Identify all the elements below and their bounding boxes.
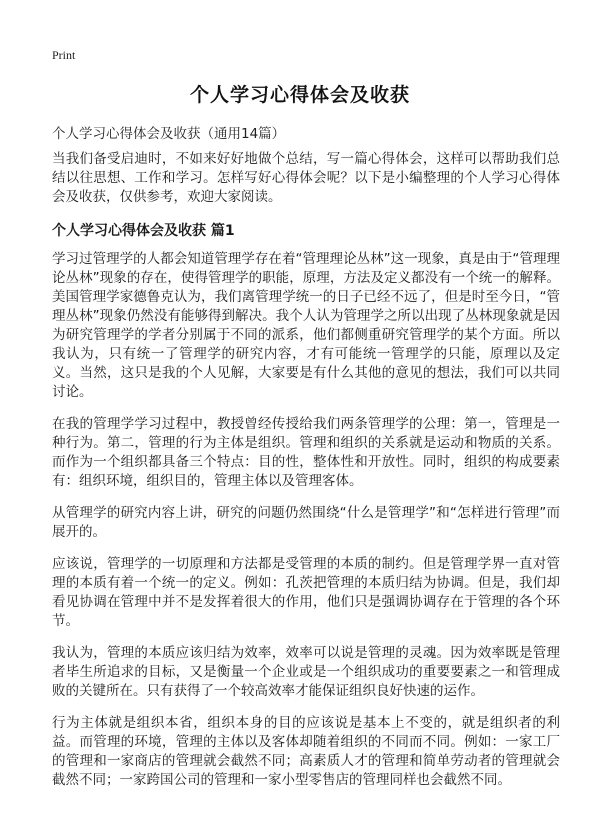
section-heading: 个人学习心得体会及收获 篇1: [52, 223, 235, 239]
body-paragraph-1: 学习过管理学的人都会知道管理学存在着“管理理论丛林”这一现象，真是由于“管理理论丛林”现象的存在，使得管理学的职能，原理，方法及定义都没有一个统一的解释。美国管理学家德鲁克认为，我们离管理学统一的日子已经不远了，但是时至今日，“管理丛林”现象仍然没有能够得到解决。我个人认为管理学之所以出现了丛林现象就是因为研究管理学的学者分别属于不同的派系，他们都侧重研究管理学的某个方面。所以我认为，只有统一了管理学的研究内容，才有可能统一管理学的只能，原理以及定义。当然，这只是我的个人见解，大家要是有什么其他的意见的想法，我们可以共同讨论。: [52, 251, 560, 400]
intro-paragraph: 当我们备受启迪时，不如来好好地做个总结，写一篇心得体会，这样可以帮助我们总结以往思想、工作和学习。怎样写好心得体会呢？以下是小编整理的个人学习心得体会及收获，仅供参考，欢迎大家阅读。: [52, 151, 560, 205]
print-link[interactable]: Print: [52, 48, 76, 62]
body-paragraph-6: 行为主体就是组织本省，组织本身的目的应该说是基本上不变的，就是组织者的利益。而管理的环境，管理的主体以及客体却随着组织的不同而不同。例如：一家工厂的管理和一家商店的管理就会截然不同；高素质人才的管理和简单劳动者的管理就会截然不同；一家跨国公司的管理和一家小型零售店的管理同样也会截然不同。: [52, 715, 560, 788]
document-body: [52, 150, 560, 803]
page-title: 个人学习心得体会及收获: [189, 84, 410, 106]
body-paragraph-4: 应该说，管理学的一切原理和方法都是受管理的本质的制约。但是管理学界一直对管理的本质有着一个统一的定义。例如：孔茨把管理的本质归结为协调。但是，我们却看见协调在管理中并不是发挥着很大的作用，他们只是强调协调存在于管理的各个环节。: [52, 556, 560, 629]
body-paragraph-3: 从管理学的研究内容上讲，研究的问题仍然围绕“什么是管理学”和“怎样进行管理”而展开的。: [52, 505, 560, 540]
body-paragraph-5: 我认为，管理的本质应该归结为效率，效率可以说是管理的灵魂。因为效率既是管理者毕生所追求的目标，又是衡量一个企业或是一个组织成功的重要要素之一和管理成败的关键所在。只有获得了一个较高效率才能保证组织良好快速的运作。: [52, 645, 560, 699]
document-subtitle: 个人学习心得体会及收获（通用14篇）: [52, 126, 286, 142]
body-paragraph-2: 在我的管理学学习过程中，教授曾经传授给我们两条管理学的公理：第一，管理是一种行为。第二，管理的行为主体是组织。管理和组织的关系就是运动和物质的关系。而作为一个组织都具备三个特点：目的性，整体性和开放性。同时，组织的构成要素有：组织环境，组织目的，管理主体以及管理客体。: [52, 416, 560, 489]
